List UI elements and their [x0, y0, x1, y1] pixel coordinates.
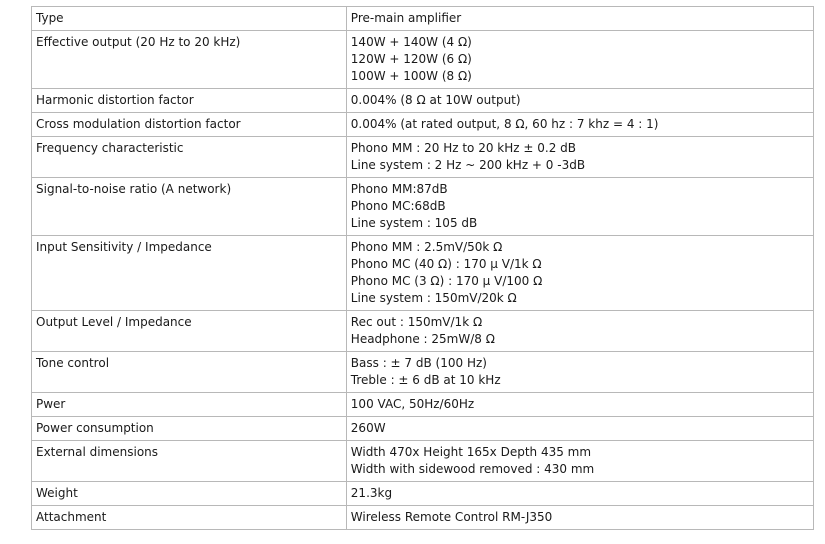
spec-label: Signal-to-noise ratio (A network)	[32, 178, 347, 236]
spec-value-cell	[346, 393, 813, 417]
spec-row	[32, 31, 814, 89]
spec-value-cell	[346, 441, 813, 482]
spec-row	[32, 482, 814, 506]
spec-value-line: 120W + 120W (6 Ω)	[350, 52, 472, 66]
spec-label: Power consumption	[32, 417, 347, 441]
spec-label: Type	[32, 7, 347, 31]
spec-value-line: 100 VAC, 50Hz/60Hz	[350, 397, 475, 411]
spec-value-line: Pre-main amplifier	[350, 11, 462, 25]
spec-value-cell	[346, 178, 813, 236]
spec-value-line: 140W + 140W (4 Ω)	[350, 35, 472, 49]
spec-label: Tone control	[32, 352, 347, 393]
spec-label: Input Sensitivity / Impedance	[32, 236, 347, 311]
spec-label: Weight	[32, 482, 347, 506]
spec-value-line: 0.004% (at rated output, 8 Ω, 60 hz : 7 khz = 4 : 1)	[350, 117, 659, 131]
spec-row	[32, 137, 814, 178]
spec-value-cell	[346, 113, 813, 137]
spec-label: Output Level / Impedance	[32, 311, 347, 352]
spec-row	[32, 352, 814, 393]
spec-value-line: Treble : ± 6 dB at 10 kHz	[350, 373, 501, 387]
spec-value-line: Width 470x Height 165x Depth 435 mm	[350, 445, 592, 459]
spec-table-body	[32, 7, 814, 530]
spec-row	[32, 236, 814, 311]
spec-row	[32, 113, 814, 137]
spec-label: Attachment	[32, 506, 347, 530]
spec-row	[32, 441, 814, 482]
spec-value-cell	[346, 311, 813, 352]
spec-value-line: Line system : 2 Hz ~ 200 kHz + 0 -3dB	[350, 158, 586, 172]
spec-value-line: 0.004% (8 Ω at 10W output)	[350, 93, 521, 107]
spec-label: External dimensions	[32, 441, 347, 482]
spec-value-line: Line system : 150mV/20k Ω	[350, 291, 517, 305]
spec-row	[32, 89, 814, 113]
spec-label: Frequency characteristic	[32, 137, 347, 178]
spec-value-line: Phono MM : 20 Hz to 20 kHz ± 0.2 dB	[350, 141, 576, 155]
spec-value-line: Line system : 105 dB	[350, 216, 478, 230]
spec-label: Effective output (20 Hz to 20 kHz)	[32, 31, 347, 89]
spec-value-line: Headphone : 25mW/8 Ω	[350, 332, 495, 346]
spec-row	[32, 393, 814, 417]
spec-row	[32, 506, 814, 530]
spec-value-line: Phono MM:87dB	[350, 182, 448, 196]
spec-table	[31, 6, 814, 530]
spec-row	[32, 178, 814, 236]
spec-value-cell	[346, 417, 813, 441]
spec-value-line: Rec out : 150mV/1k Ω	[350, 315, 483, 329]
spec-row	[32, 417, 814, 441]
spec-value-line: Phono MM : 2.5mV/50k Ω	[350, 240, 503, 254]
spec-value-cell	[346, 352, 813, 393]
spec-value-line: 100W + 100W (8 Ω)	[350, 69, 472, 83]
spec-label: Harmonic distortion factor	[32, 89, 347, 113]
spec-row	[32, 7, 814, 31]
spec-value-cell	[346, 236, 813, 311]
spec-value-cell	[346, 482, 813, 506]
spec-label: Pwer	[32, 393, 347, 417]
spec-value-line: Wireless Remote Control RM-J350	[350, 510, 553, 524]
spec-label: Cross modulation distortion factor	[32, 113, 347, 137]
spec-value-cell	[346, 506, 813, 530]
spec-value-line: Phono MC (3 Ω) : 170 μ V/100 Ω	[350, 274, 543, 288]
spec-value-line: 21.3kg	[350, 486, 393, 500]
spec-value-cell	[346, 31, 813, 89]
spec-value-cell	[346, 89, 813, 113]
spec-value-line: 260W	[350, 421, 386, 435]
spec-value-line: Bass : ± 7 dB (100 Hz)	[350, 356, 487, 370]
spec-value-line: Width with sidewood removed : 430 mm	[350, 462, 595, 476]
spec-value-line: Phono MC (40 Ω) : 170 μ V/1k Ω	[350, 257, 542, 271]
spec-value-cell	[346, 7, 813, 31]
spec-value-line: Phono MC:68dB	[350, 199, 446, 213]
spec-row	[32, 311, 814, 352]
spec-value-cell	[346, 137, 813, 178]
